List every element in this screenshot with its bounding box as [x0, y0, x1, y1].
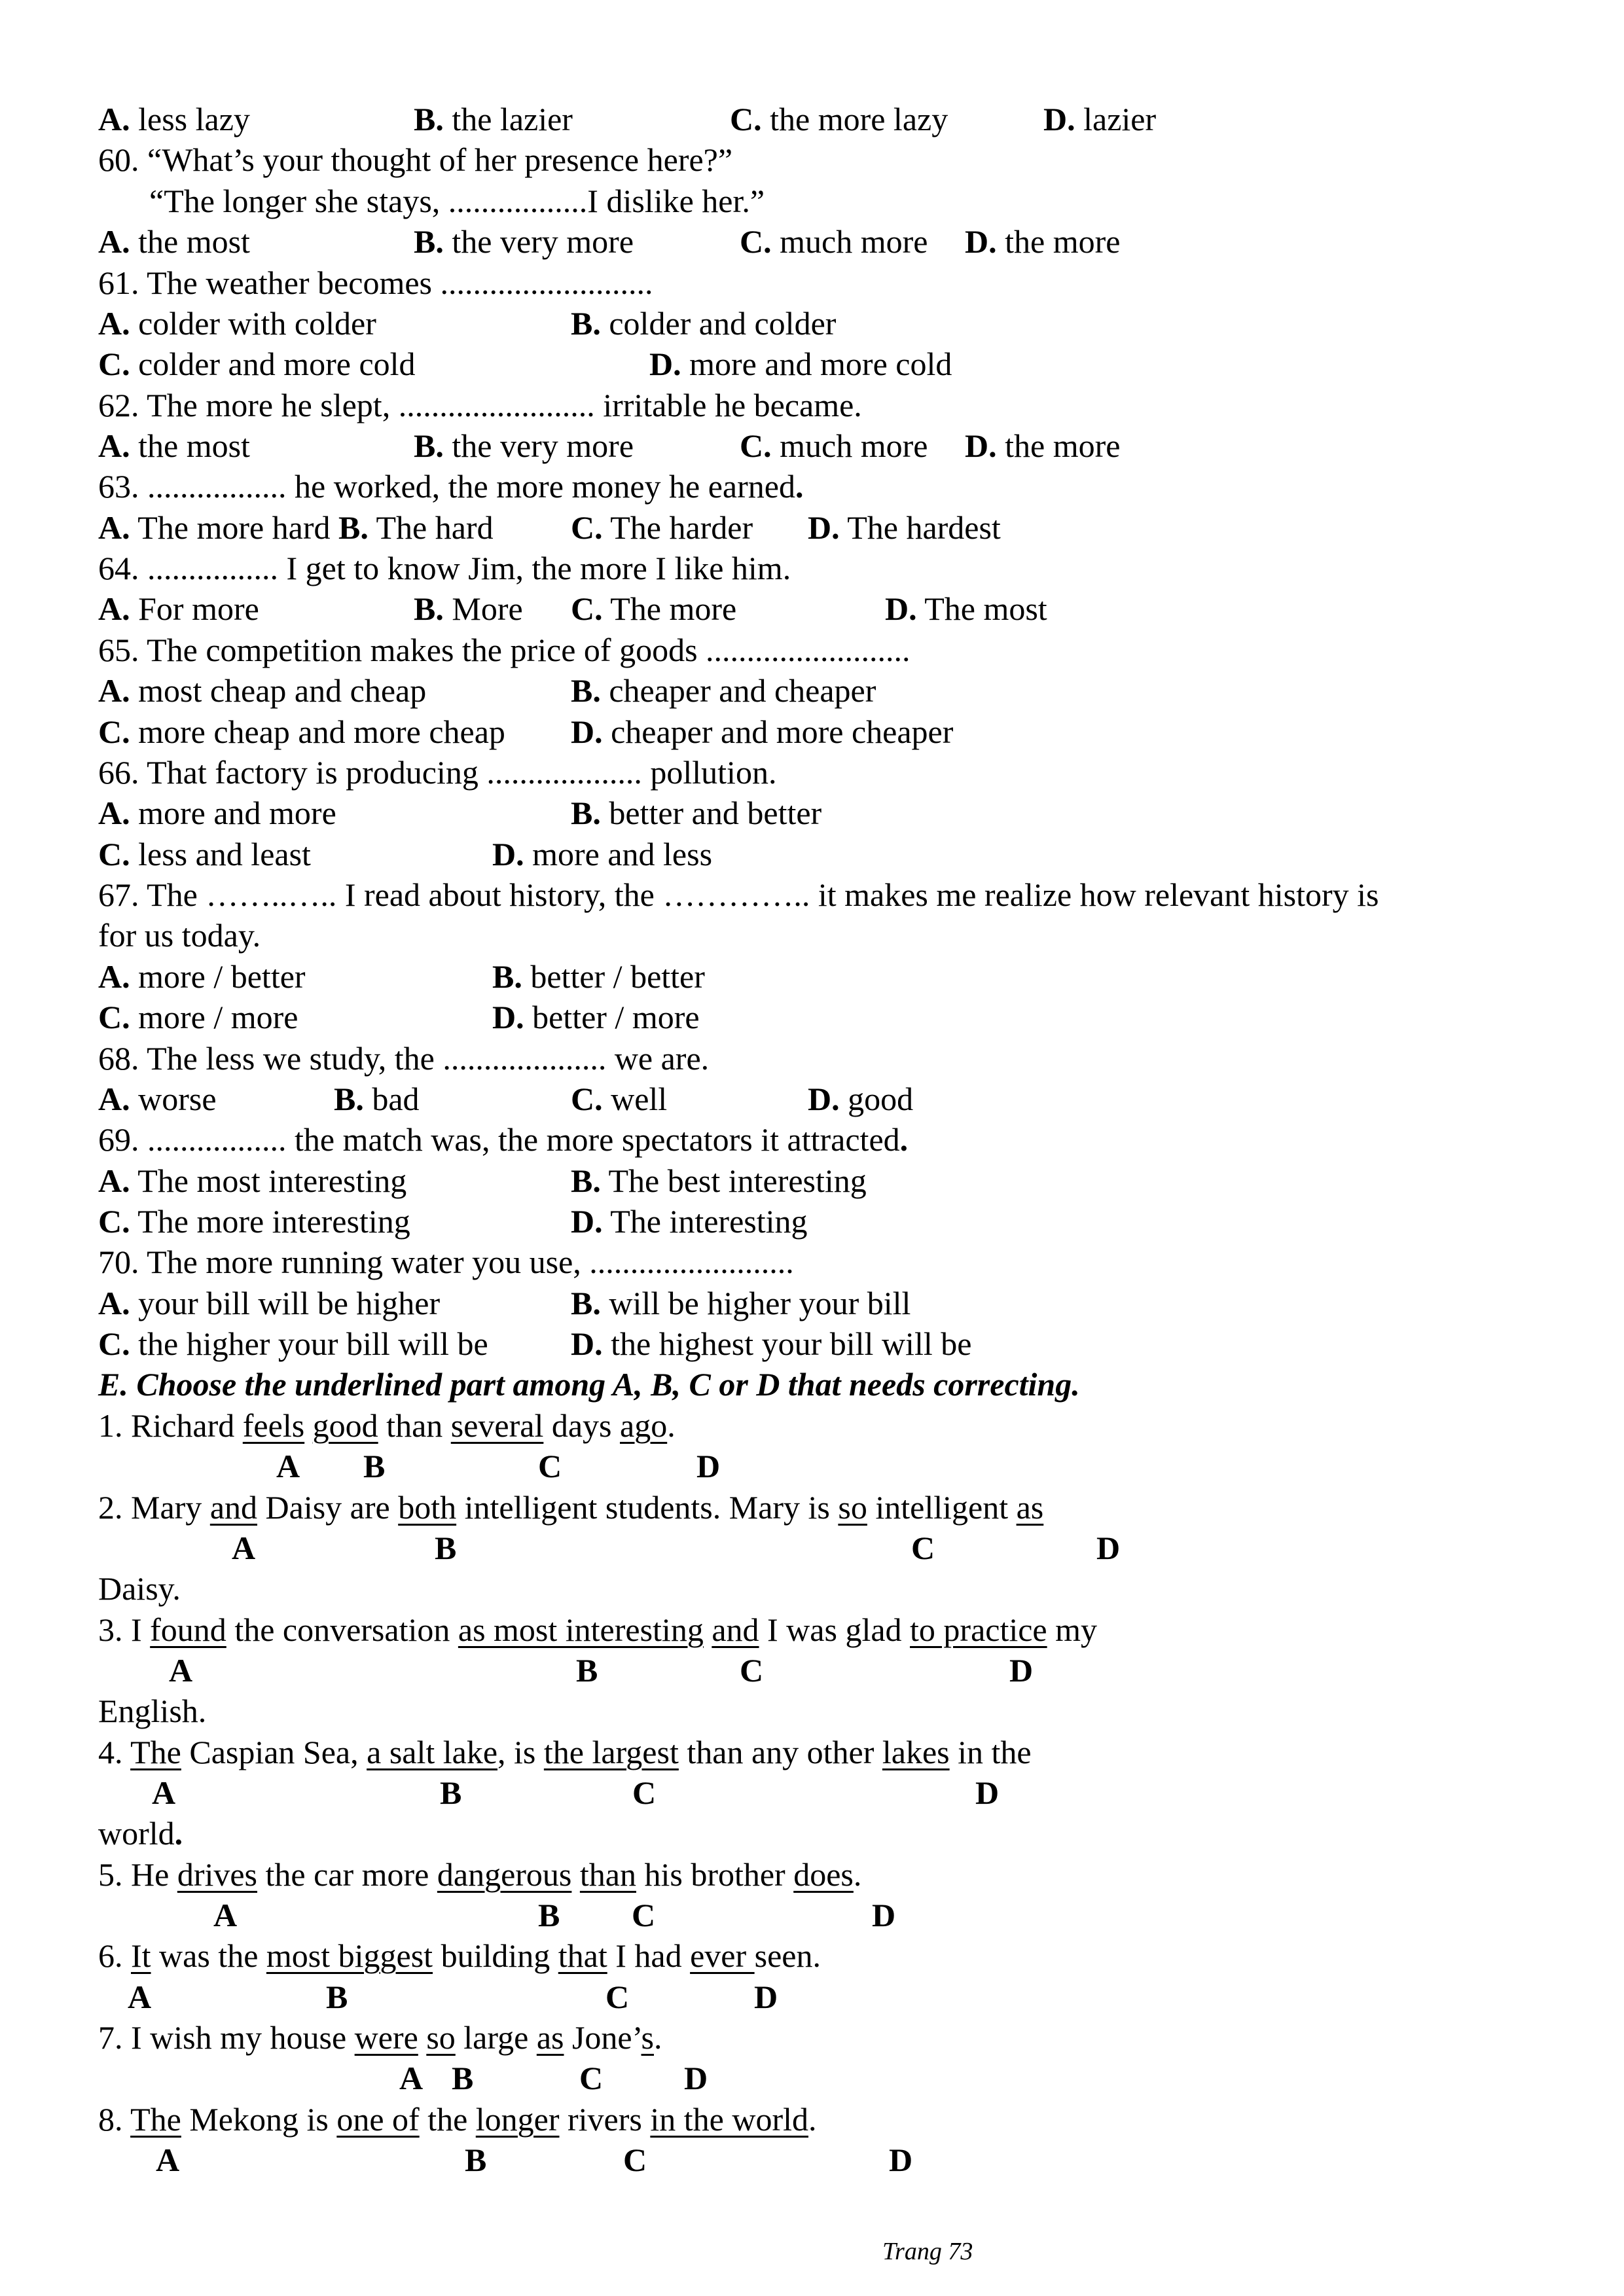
error-sentence-cont: Daisy. [98, 1570, 181, 1607]
label-d: D [889, 2142, 913, 2178]
label-a: A [152, 1774, 176, 1811]
option-b: B. will be higher your bill [571, 1285, 911, 1321]
label-a: A [213, 1897, 238, 1933]
label-d: D [754, 1979, 778, 2015]
label-d: D [696, 1448, 721, 1484]
label-b: B [538, 1897, 560, 1933]
option-d: D. The interesting [571, 1203, 808, 1240]
question-stem: 61. The weather becomes .......................... [98, 264, 653, 301]
option-b: B. The best interesting [571, 1162, 867, 1199]
option-d: D. The most [885, 590, 1047, 627]
option-a: A. less lazy [98, 101, 250, 137]
option-c: C. The more interesting [98, 1203, 410, 1240]
question-stem-cont: for us today. [98, 917, 261, 954]
label-b: B [452, 2060, 474, 2096]
error-sentence-cont: world. [98, 1815, 183, 1852]
option-a: A. your bill will be higher [98, 1285, 441, 1321]
label-c: C [605, 1979, 630, 2015]
label-a: A [232, 1530, 256, 1566]
error-sentence: 1. Richard feels good than several days ago. [98, 1407, 676, 1444]
label-a: A [128, 1979, 152, 2015]
option-b: B. better / better [492, 958, 705, 995]
option-c: C. colder and more cold [98, 346, 416, 382]
option-d: D. The hardest [808, 509, 1001, 546]
label-c: C [538, 1448, 562, 1484]
option-a: A. more and more [98, 795, 336, 831]
label-b: B [435, 1530, 457, 1566]
option-d: D. cheaper and more cheaper [571, 713, 954, 750]
option-c: C. the more lazy [730, 101, 948, 137]
option-b: B. the very more [414, 427, 634, 464]
option-a: A. most cheap and cheap [98, 672, 427, 709]
question-stem: 66. That factory is producing ................... pollution. [98, 754, 777, 791]
error-sentence: 4. The Caspian Sea, a salt lake, is the largest than any other lakes in the [98, 1734, 1032, 1770]
error-sentence-cont: English. [98, 1693, 207, 1729]
option-b: B. colder and colder [571, 305, 837, 342]
option-a: A. more / better [98, 958, 306, 995]
option-d: D. more and less [492, 836, 713, 872]
option-d: D. lazier [1043, 101, 1157, 137]
label-d: D [1096, 1530, 1121, 1566]
label-d: D [1009, 1652, 1034, 1689]
question-stem-cont: “The longer she stays, .................I dislike her.” [149, 183, 765, 219]
label-c: C [632, 1774, 657, 1811]
option-a: A. For more [98, 590, 259, 627]
option-c: C. the higher your bill will be [98, 1325, 488, 1362]
label-c: C [911, 1530, 935, 1566]
option-b: B. More [414, 590, 523, 627]
option-c: C. The more [571, 590, 737, 627]
label-c: C [740, 1652, 764, 1689]
option-d: D. the more [965, 223, 1121, 260]
option-b: B. the lazier [414, 101, 573, 137]
option-c: C. more cheap and more cheap [98, 713, 505, 750]
question-stem: 64. ................ I get to know Jim, the more I like him. [98, 550, 791, 586]
option-a: A. The more hard B. The hard [98, 509, 494, 546]
option-a: A. colder with colder [98, 305, 376, 342]
option-b: B. better and better [571, 795, 822, 831]
option-d: D. the highest your bill will be [571, 1325, 972, 1362]
option-d: D. more and more cold [649, 346, 952, 382]
error-sentence: 7. I wish my house were so large as Jone’s. [98, 2019, 662, 2056]
option-a: A. the most [98, 223, 250, 260]
label-c: C [632, 1897, 656, 1933]
label-a: A [276, 1448, 300, 1484]
question-stem: 63. ................. he worked, the more money he earned. [98, 468, 804, 505]
option-b: B. cheaper and cheaper [571, 672, 876, 709]
error-sentence: 2. Mary and Daisy are both intelligent students. Mary is so intelligent as [98, 1489, 1044, 1526]
label-b: B [326, 1979, 348, 2015]
option-d: D. better / more [492, 999, 700, 1035]
error-sentence: 3. I found the conversation as most interesting and I was glad to practice my [98, 1611, 1098, 1648]
label-d: D [684, 2060, 708, 2096]
label-b: B [440, 1774, 462, 1811]
section-heading: E. Choose the underlined part among A, B, C or D that needs correcting. [98, 1366, 1080, 1403]
label-b: B [363, 1448, 386, 1484]
label-b: B [465, 2142, 487, 2178]
label-c: C [579, 2060, 604, 2096]
question-stem: 67. The ……..….. I read about history, the ………….. it makes me realize how relevant history is [98, 876, 1379, 913]
option-c: C. much more [740, 427, 928, 464]
label-a: A [399, 2060, 424, 2096]
label-c: C [623, 2142, 647, 2178]
option-c: C. well [571, 1081, 668, 1117]
option-b: B. the very more [414, 223, 634, 260]
option-a: A. worse [98, 1081, 217, 1117]
option-a: A. the most [98, 427, 250, 464]
option-c: C. more / more [98, 999, 298, 1035]
label-a: A [156, 2142, 180, 2178]
question-stem: 69. ................. the match was, the more spectators it attracted. [98, 1121, 909, 1158]
question-stem: 62. The more he slept, ........................ irritable he became. [98, 387, 862, 423]
question-stem: 65. The competition makes the price of goods ......................... [98, 632, 911, 668]
option-d: D. good [808, 1081, 914, 1117]
question-stem: 70. The more running water you use, ......................... [98, 1244, 794, 1280]
option-c: C. less and least [98, 836, 311, 872]
label-b: B [576, 1652, 598, 1689]
label-d: D [975, 1774, 1000, 1811]
error-sentence: 8. The Mekong is one of the longer rivers in the world. [98, 2101, 817, 2138]
page-number: Trang 73 [882, 2238, 973, 2265]
option-c: C. much more [740, 223, 928, 260]
error-sentence: 5. He drives the car more dangerous than his brother does. [98, 1856, 862, 1893]
option-d: D. the more [965, 427, 1121, 464]
question-stem: 68. The less we study, the .................... we are. [98, 1040, 710, 1077]
option-a: A. The most interesting [98, 1162, 407, 1199]
option-c: C. The harder [571, 509, 753, 546]
label-d: D [872, 1897, 896, 1933]
question-stem: 60. “What’s your thought of her presence here?” [98, 141, 733, 178]
option-b: B. bad [334, 1081, 420, 1117]
label-a: A [169, 1652, 193, 1689]
error-sentence: 6. It was the most biggest building that I had ever seen. [98, 1937, 821, 1974]
